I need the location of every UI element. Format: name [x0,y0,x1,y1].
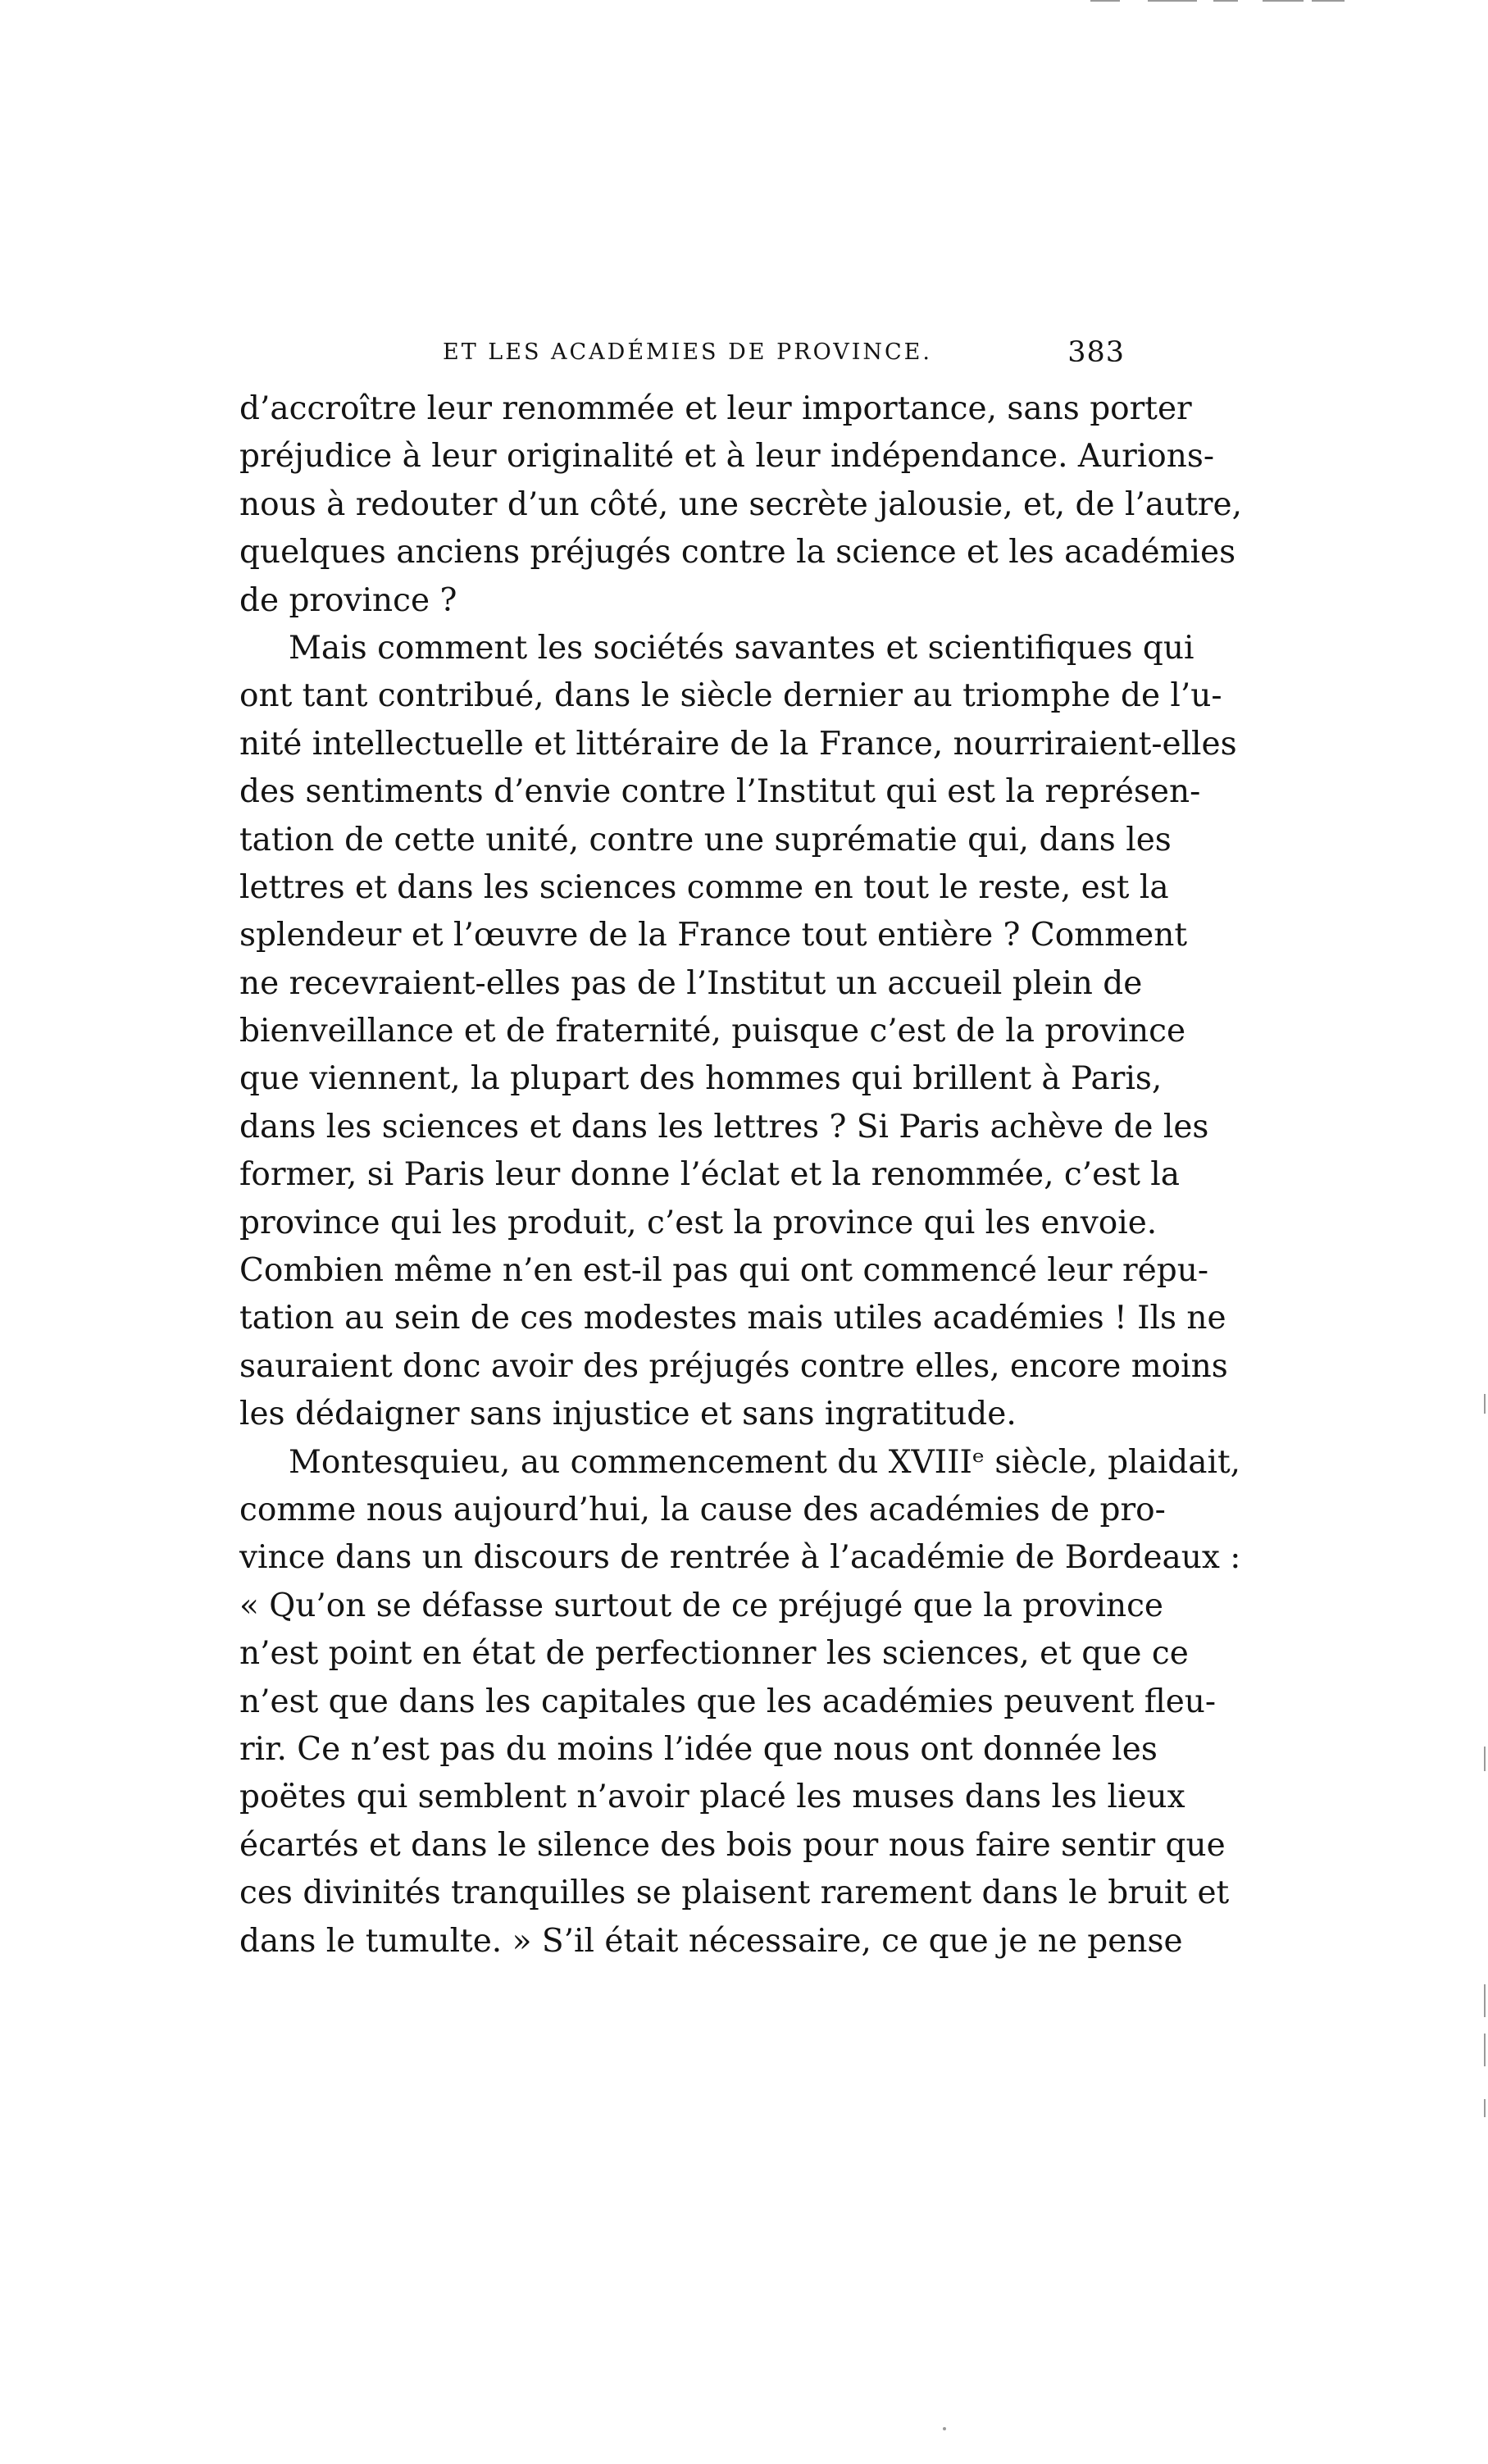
text-line: quelques anciens préjugés contre la science et les académies [239,534,1236,572]
text-line: province qui les produit, c’est la province qui les envoie. [239,1204,1158,1241]
page-number: 383 [1067,336,1125,369]
text-line: dans le tumulte. » S’il était nécessaire, ce que je ne pense [239,1922,1183,1960]
text-line: bienveillance et de fraternité, puisque c’est de la province [239,1013,1186,1050]
text-line: que viennent, la plupart des hommes qui brillent à Paris, [239,1060,1163,1098]
text-line: des sentiments d’envie contre l’Institut qui est la représen- [239,773,1201,811]
text-line: de province ? [239,581,457,619]
page-header [239,336,1133,377]
text-line: former, si Paris leur donne l’éclat et la renommée, c’est la [239,1156,1181,1194]
scan-artifact [1213,0,1238,2]
scan-artifact [1484,1747,1486,1771]
text-line: tation de cette unité, contre une suprématie qui, dans les [239,821,1172,859]
text-line: ont tant contribué, dans le siècle dernier au triomphe de l’u- [239,677,1222,715]
text-line: splendeur et l’œuvre de la France tout entière ? Comment [239,917,1188,954]
text-line: poëtes qui semblent n’avoir placé les muses dans les lieux [239,1779,1185,1816]
text-line: nous à redouter d’un côté, une secrète jalousie, et, de l’autre, [239,485,1243,523]
text-line: ces divinités tranquilles se plaisent rarement dans le bruit et [239,1874,1230,1912]
text-line: d’accroître leur renommée et leur importance, sans porter [239,390,1192,427]
text-line: Combien même n’en est-il pas qui ont commencé leur répu- [239,1252,1208,1290]
text-line: n’est point en état de perfectionner les sciences, et que ce [239,1635,1189,1673]
text-line: lettres et dans les sciences comme en tout le reste, est la [239,868,1169,906]
text-line: nité intellectuelle et littéraire de la France, nourriraient-elles [239,725,1237,763]
scan-artifact [1484,1984,1486,2017]
body-text [239,385,1243,1965]
text-line: « Qu’on se défasse surtout de ce préjugé que la province [239,1587,1164,1624]
scan-artifact [1484,2099,1486,2117]
paragraph-first-line: Mais comment les sociétés savantes et scientifiques qui [289,629,1194,667]
scan-artifact [1263,0,1304,2]
scan-artifact [1484,1394,1486,1414]
text-line: préjudice à leur originalité et à leur indépendance. Aurions- [239,438,1215,476]
text-line: écartés et dans le silence des bois pour nous faire sentir que [239,1826,1226,1864]
text-line: ne recevraient-elles pas de l’Institut un accueil plein de [239,964,1143,1002]
scan-artifact [943,2427,946,2430]
scan-artifact [1484,2034,1486,2066]
scan-artifact [1090,0,1120,2]
text-line: sauraient donc avoir des préjugés contre elles, encore moins [239,1347,1228,1385]
running-head: ET LES ACADÉMIES DE PROVINCE. [443,339,932,365]
scan-artifact [1312,0,1345,2]
scan-artifact [1148,0,1197,2]
text-line: n’est que dans les capitales que les académies peuvent fleu- [239,1683,1217,1720]
text-line: rir. Ce n’est pas du moins l’idée que nous ont donnée les [239,1730,1158,1768]
text-line: comme nous aujourd’hui, la cause des académies de pro- [239,1491,1166,1528]
paragraph-first-line: Montesquieu, au commencement du XVIIIᵉ siècle, plaidait, [289,1443,1241,1481]
text-line: vince dans un discours de rentrée à l’académie de Bordeaux : [239,1539,1241,1577]
text-line: dans les sciences et dans les lettres ? Si Paris achève de les [239,1108,1209,1145]
text-line: les dédaigner sans injustice et sans ingratitude. [239,1396,1017,1433]
text-line: tation au sein de ces modestes mais utiles académies ! Ils ne [239,1300,1226,1337]
